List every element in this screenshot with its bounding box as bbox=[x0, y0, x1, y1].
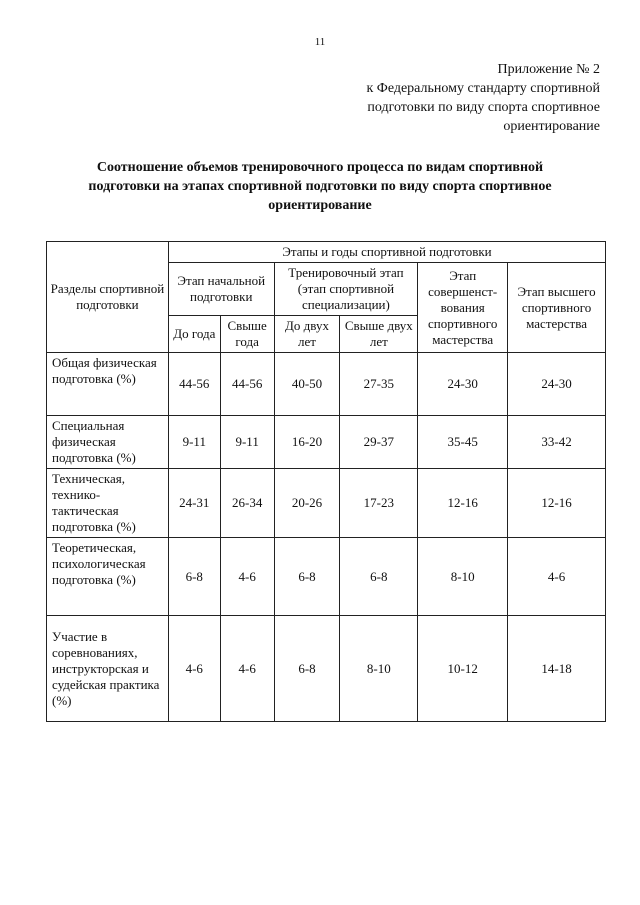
table-row bbox=[47, 469, 606, 538]
header-row bbox=[47, 242, 606, 263]
value-cell: 8-10 bbox=[418, 538, 508, 616]
table-row bbox=[47, 353, 606, 416]
value-cell: 6-8 bbox=[274, 538, 340, 616]
value-cell: 4-6 bbox=[220, 538, 274, 616]
appendix-line: к Федеральному стандарту спортивной bbox=[366, 81, 600, 96]
value-cell: 24-30 bbox=[418, 353, 508, 416]
section-cell: Общая физическая подготовка (%) bbox=[47, 353, 169, 416]
section-cell: Теоретическая, психологическая подготовка (%) bbox=[47, 538, 169, 616]
value-cell: 20-26 bbox=[274, 469, 340, 538]
training-ratio-table bbox=[46, 241, 606, 722]
value-cell: 44-56 bbox=[168, 353, 220, 416]
value-cell: 6-8 bbox=[274, 616, 340, 722]
stage-higher-header: Этап высшего спортивного мастерства bbox=[508, 263, 606, 353]
title-line: подготовки на этапах спортивной подготовки по виду спорта спортивное bbox=[88, 179, 552, 194]
value-cell: 29-37 bbox=[340, 416, 418, 469]
table-row bbox=[47, 416, 606, 469]
value-cell: 27-35 bbox=[340, 353, 418, 416]
value-cell: 16-20 bbox=[274, 416, 340, 469]
initial-up-to-year-header: До года bbox=[168, 316, 220, 353]
appendix-line: Приложение № 2 bbox=[497, 62, 600, 77]
value-cell: 33-42 bbox=[508, 416, 606, 469]
value-cell: 40-50 bbox=[274, 353, 340, 416]
value-cell: 12-16 bbox=[418, 469, 508, 538]
value-cell: 6-8 bbox=[340, 538, 418, 616]
sections-header: Разделы спортивной подготовки bbox=[47, 242, 169, 353]
section-cell: Специальная физическая подготовка (%) bbox=[47, 416, 169, 469]
table-row bbox=[47, 538, 606, 616]
value-cell: 6-8 bbox=[168, 538, 220, 616]
value-cell: 12-16 bbox=[508, 469, 606, 538]
value-cell: 10-12 bbox=[418, 616, 508, 722]
value-cell: 44-56 bbox=[220, 353, 274, 416]
appendix-header bbox=[320, 60, 600, 136]
title-line: Соотношение объемов тренировочного процесса по видам спортивной bbox=[96, 160, 544, 175]
value-cell: 9-11 bbox=[220, 416, 274, 469]
stage-training-header: Тренировочный этап (этап спортивной специализации) bbox=[274, 263, 418, 316]
stage-improvement-header: Этап совершенст-вования спортивного мастерства bbox=[418, 263, 508, 353]
stages-header: Этапы и годы спортивной подготовки bbox=[168, 242, 605, 263]
document-title bbox=[60, 158, 580, 215]
value-cell: 24-30 bbox=[508, 353, 606, 416]
table-row bbox=[47, 616, 606, 722]
value-cell: 4-6 bbox=[168, 616, 220, 722]
stage-initial-header: Этап начальной подготовки bbox=[168, 263, 274, 316]
value-cell: 14-18 bbox=[508, 616, 606, 722]
value-cell: 17-23 bbox=[340, 469, 418, 538]
initial-over-year-header: Свыше года bbox=[220, 316, 274, 353]
training-over-two-header: Свыше двух лет bbox=[340, 316, 418, 353]
title-line: ориентирование bbox=[268, 198, 372, 213]
appendix-line: ориентирование bbox=[503, 119, 600, 134]
section-cell: Техническая, технико-тактическая подготовка (%) bbox=[47, 469, 169, 538]
page-number: 11 bbox=[314, 36, 326, 48]
value-cell: 4-6 bbox=[508, 538, 606, 616]
value-cell: 9-11 bbox=[168, 416, 220, 469]
value-cell: 24-31 bbox=[168, 469, 220, 538]
value-cell: 4-6 bbox=[220, 616, 274, 722]
section-cell: Участие в соревнованиях, инструкторская и судейская практика (%) bbox=[47, 616, 169, 722]
value-cell: 35-45 bbox=[418, 416, 508, 469]
appendix-line: подготовки по виду спорта спортивное bbox=[367, 100, 600, 115]
training-up-to-two-header: До двух лет bbox=[274, 316, 340, 353]
value-cell: 26-34 bbox=[220, 469, 274, 538]
value-cell: 8-10 bbox=[340, 616, 418, 722]
